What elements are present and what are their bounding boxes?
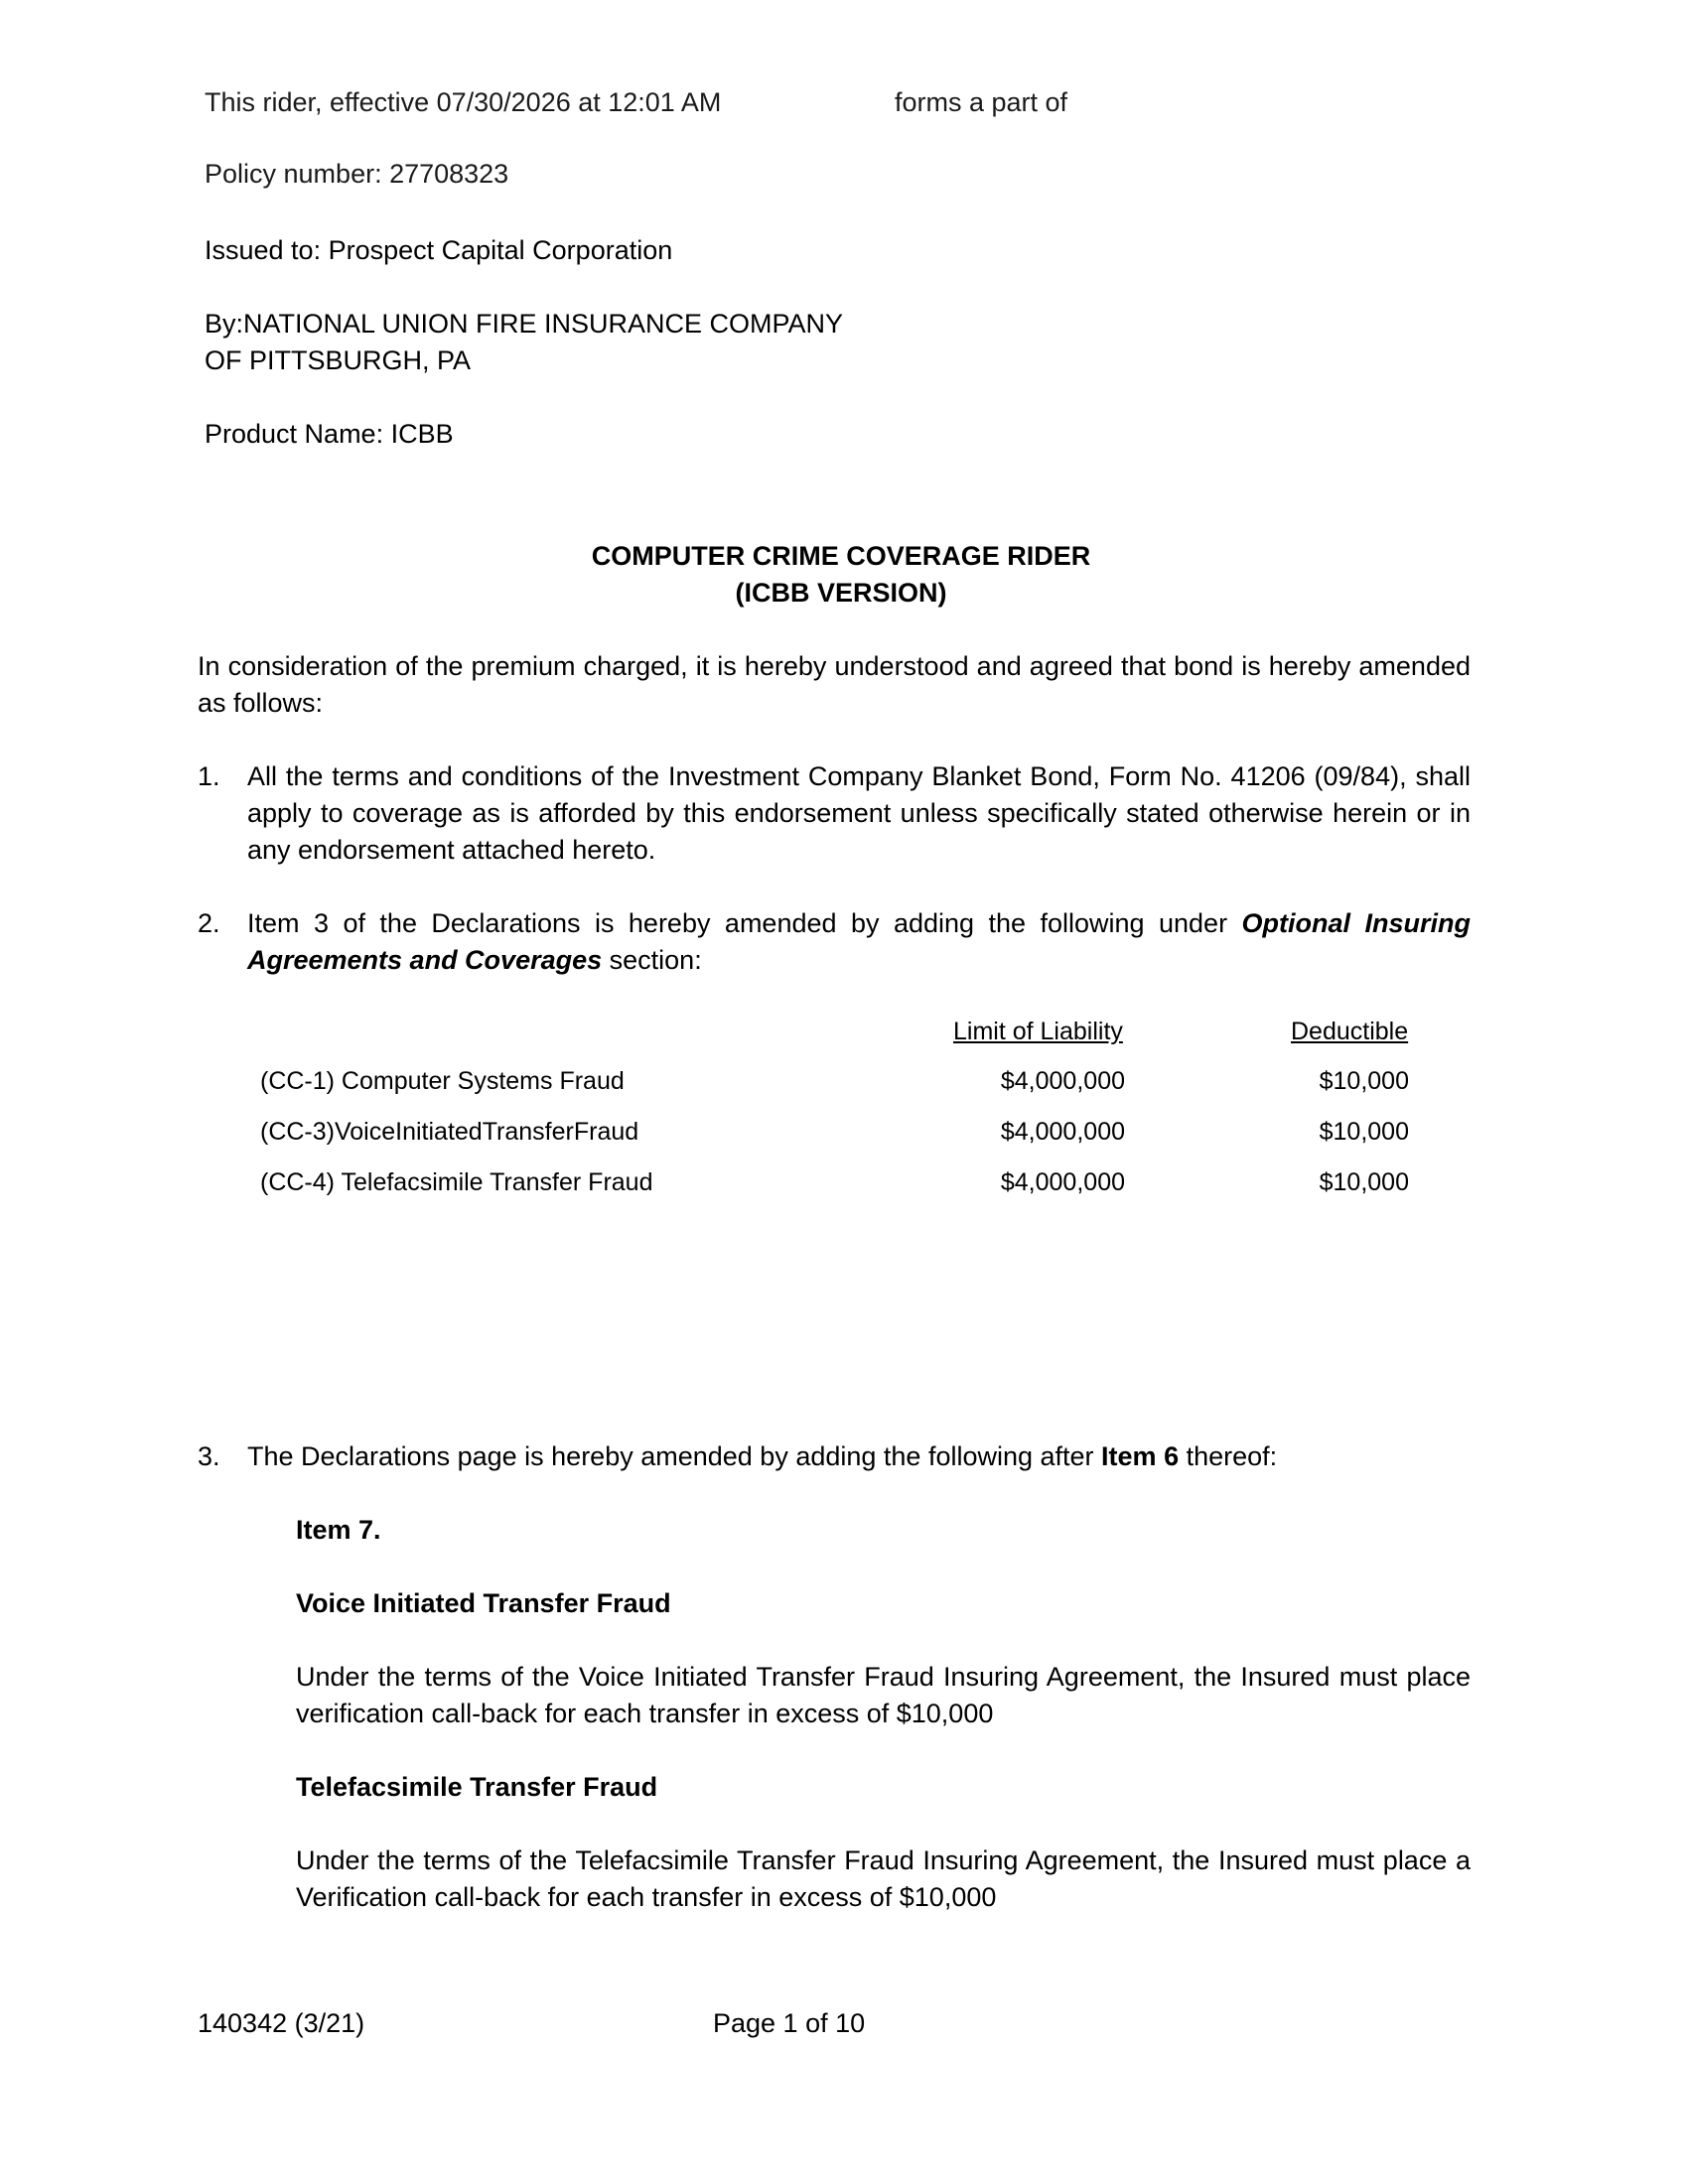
fax-transfer-heading: Telefacsimile Transfer Fraud [296, 1772, 658, 1802]
item-7-heading: Item 7. [296, 1515, 381, 1545]
item-3-text-after: thereof: [1179, 1441, 1278, 1471]
item-2-emphasis: Optional Insuring Agreements and Coverages [247, 908, 1471, 975]
fax-transfer-text: Under the terms of the Telefacsimile Transfer Fraud Insuring Agreement, the Insured must place a Verification call-back for each transfer in excess of $10,000 [296, 1845, 1471, 1912]
issuer-line-2: OF PITTSBURGH, PA [205, 345, 472, 375]
item-2-text-before: Item 3 of the Declarations is hereby amended by adding the following under [247, 908, 1242, 938]
coverage-row-2-limit: $4,000,000 [1000, 1118, 1125, 1146]
form-number: 140342 (3/21) [198, 2008, 365, 2038]
deductible-header: Deductible [1291, 1018, 1409, 1045]
coverage-row-3-deductible: $10,000 [1319, 1168, 1409, 1196]
page-number: Page 1 of 10 [713, 2008, 866, 2038]
coverage-row-3-name: (CC-4) Telefacsimile Transfer Fraud [260, 1168, 653, 1196]
forms-part-of-text: forms a part of [895, 87, 1068, 117]
issuer-line-1: By:NATIONAL UNION FIRE INSURANCE COMPANY [205, 309, 844, 339]
issued-to: Issued to: Prospect Capital Corporation [205, 235, 673, 265]
item-3-bold: Item 6 [1101, 1441, 1180, 1471]
policy-number: Policy number: 27708323 [205, 159, 509, 189]
rider-effective-line: This rider, effective 07/30/2026 at 12:01 AM [205, 87, 722, 117]
coverage-row-1-limit: $4,000,000 [1000, 1067, 1125, 1095]
limit-of-liability-header: Limit of Liability [953, 1018, 1123, 1045]
voice-transfer-heading: Voice Initiated Transfer Fraud [296, 1588, 671, 1618]
coverage-row-3-limit: $4,000,000 [1000, 1168, 1125, 1196]
rider-title: COMPUTER CRIME COVERAGE RIDER [591, 541, 1091, 571]
rider-subtitle: (ICBB VERSION) [735, 578, 947, 608]
item-3-number: 3. [198, 1441, 220, 1471]
item-3-text [247, 1438, 1277, 1475]
item-1-text: All the terms and conditions of the Investment Company Blanket Bond, Form No. 41206 (09/84), shall apply to coverage as is afforded by this endorsement unless specifically stated otherwise herein or in any endorsement attached hereto. [247, 761, 1471, 865]
item-2-number: 2. [198, 908, 220, 938]
coverage-row-2-name: (CC-3)VoiceInitiatedTransferFraud [260, 1118, 639, 1146]
intro-paragraph: In consideration of the premium charged, it is hereby understood and agreed that bond is hereby amended as follows: [198, 651, 1471, 718]
item-2-text-after: section: [602, 945, 702, 975]
item-2-text [247, 905, 1471, 979]
item-3-text-before: The Declarations page is hereby amended by adding the following after [247, 1441, 1102, 1471]
coverage-row-2-deductible: $10,000 [1319, 1118, 1409, 1146]
voice-transfer-text: Under the terms of the Voice Initiated Transfer Fraud Insuring Agreement, the Insured must place verification call-back for each transfer in excess of $10,000 [296, 1662, 1471, 1728]
coverage-row-1-name: (CC-1) Computer Systems Fraud [260, 1067, 625, 1095]
coverage-row-1-deductible: $10,000 [1319, 1067, 1409, 1095]
item-1-number: 1. [198, 761, 220, 791]
product-name: Product Name: ICBB [205, 419, 454, 449]
